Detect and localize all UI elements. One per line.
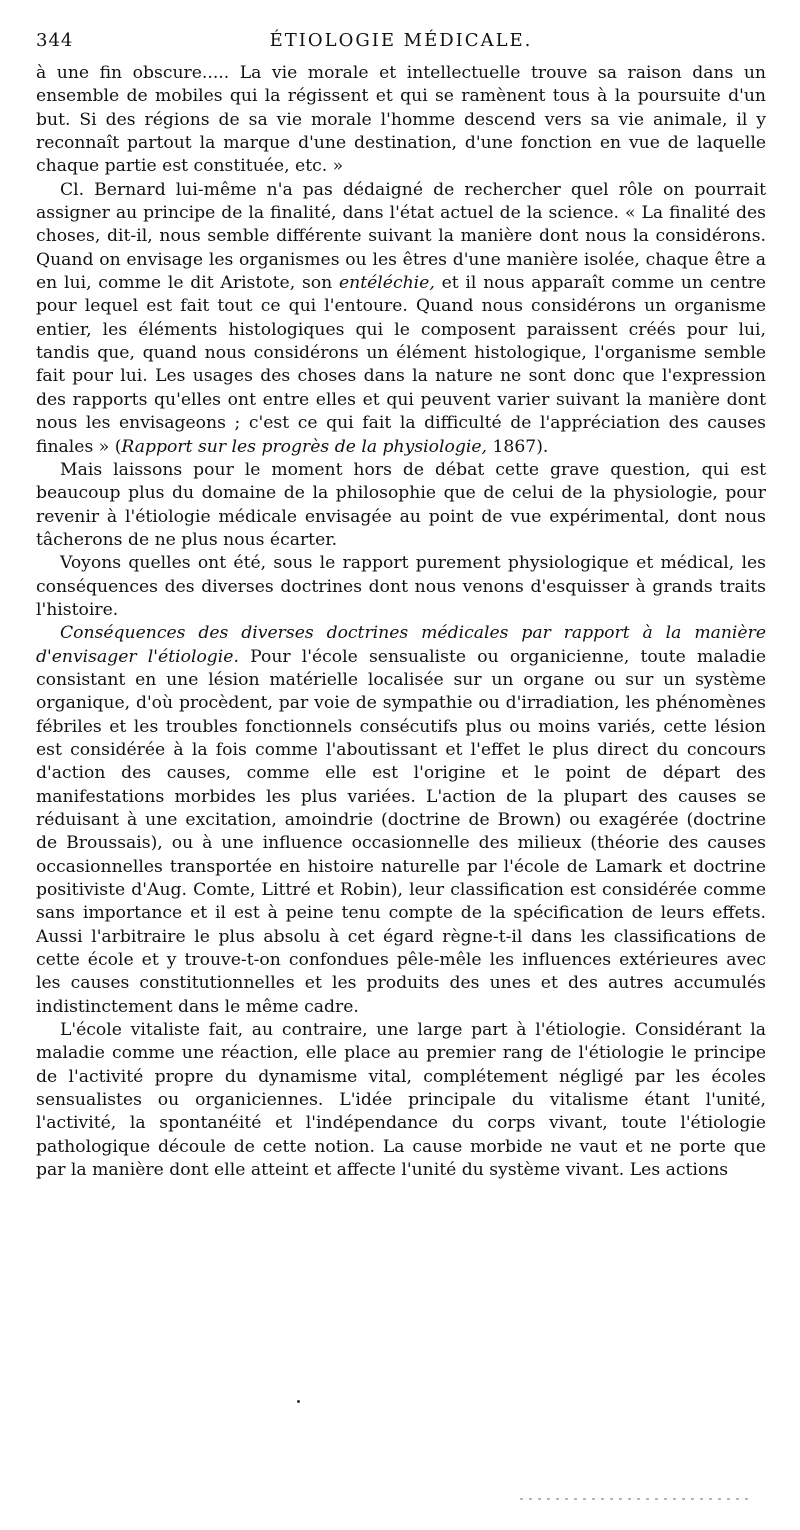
paragraph-2-text-c: et il nous apparaît comme un centre pour lequel est fait tout ce qui l'entoure. Quand nous considérons un organisme entier, les éléments histologiques qui le composent paraissent créés pour lui, tandis que, quand nous considérons un élément histologique, l'organisme semble fait pour lui. Les usages des choses dans la nature ne sont donc que l'expression des rapports qu'elles ont entre elles et qui peuvent varier suivant la manière dont nous les envisageons ; c'est ce qui fait la difficulté de l'appréciation des causes finales » ( — [36, 273, 766, 457]
paragraph-5-text: Pour l'école sensualiste ou organicienne, toute maladie consistant en une lésion matérielle localisée sur un organe ou sur un système organique, d'où procèdent, par voie de sympathie ou d'irradiation, les phénomènes fébriles et les troubles fonctionnels consécutifs plus ou moins variés, cette lésion est considérée à la fois comme l'aboutissant et l'effet le plus direct du concours d'action des causes, comme elle est l'origine et le point de départ des manifestations morbides les plus variées. L'action de la plupart des causes se réduisant à une excitation, amoindrie (doctrine de Brown) ou exagérée (doctrine de Broussais), ou à une influence occasionnelle des milieux (théorie des causes occasionnelles transportée en histoire naturelle par l'école de Lamark et doctrine positiviste d'Aug. Comte, Littré et Robin), leur classification est considérée comme sans importance et il est à peine tenu compte de la spécification de leurs effets. Aussi l'arbitraire le plus absolu à cet égard règne-t-il dans les classifications de cette école et y trouve-t-on confondues pêle-mêle les influences extérieures avec les causes constitutionnelles et les produits des unes et des autres accumulés indistinctement dans le même cadre. — [36, 646, 766, 1017]
paragraph-6: L'école vitaliste fait, au contraire, une large part à l'étiologie. Considérant la maladie comme une réaction, elle place au premier rang de l'étiologie le principe de l'activité propre du dynamisme vital, complétement négligé par les écoles sensualistes ou organiciennes. L'idée principale du vitalisme étant l'unité, l'activité, la spontanéité et l'indépendance du corps vivant, toute l'étiologie pathologique découle de cette notion. La cause morbide ne vaut et ne porte que par la manière dont elle atteint et affecte l'unité du système vivant. Les actions — [36, 1020, 766, 1181]
running-head: ÉTIOLOGIE MÉDICALE. — [269, 30, 533, 51]
print-speck — [297, 1400, 300, 1403]
paragraph-2 — [36, 179, 766, 459]
term-entelechie: entéléchie, — [338, 273, 435, 294]
footer-bleed-marks — [520, 1498, 750, 1500]
citation-year: 1867). — [492, 436, 549, 457]
paragraph-3: Mais laissons pour le moment hors de débat cette grave question, qui est beaucoup plus du domaine de la philosophie que de celui de la physiologie, pour revenir à l'étiologie médicale envisagée au point de vue expérimental, dont nous tâcherons de ne plus nous écarter. — [36, 459, 766, 550]
page-body — [36, 62, 766, 1183]
paragraph-5 — [36, 622, 766, 1019]
paragraph-4: Voyons quelles ont été, sous le rapport purement physiologique et médical, les conséquences des diverses doctrines dont nous venons d'esquisser à grands traits l'histoire. — [36, 553, 766, 620]
paragraph-1: à une fin obscure..... La vie morale et intellectuelle trouve sa raison dans un ensemble de mobiles qui la régissent et qui se ramènent tous à la poursuite d'un but. Si des régions de sa vie morale l'homme descend vers sa vie animale, il y reconnaît partout la marque d'une destination, d'une fonction en vue de laquelle chaque partie est constituée, etc. » — [36, 63, 766, 177]
book-page — [36, 30, 766, 1183]
citation-title: Rapport sur les progrès de la physiologie, — [121, 436, 487, 457]
paragraph-2-text-a: Cl. Bernard lui-même n'a pas dédaigné de rechercher quel rôle on pourrait assigner au principe de la finalité, dans l'état actuel de la science. « La finalité des choses, dit-il, nous semble différente suivant la manière dont nous la considérons. Quand on envisage les organismes ou les êtres d'une manière isolée, chaque être a en lui, comme le dit Aristote, son — [36, 179, 766, 294]
section-heading-italic: Conséquences des diverses doctrines médicales par rapport à la manière d'envisager l'étiologie. — [36, 623, 766, 667]
page-header — [36, 30, 766, 62]
page-number: 344 — [36, 30, 74, 51]
